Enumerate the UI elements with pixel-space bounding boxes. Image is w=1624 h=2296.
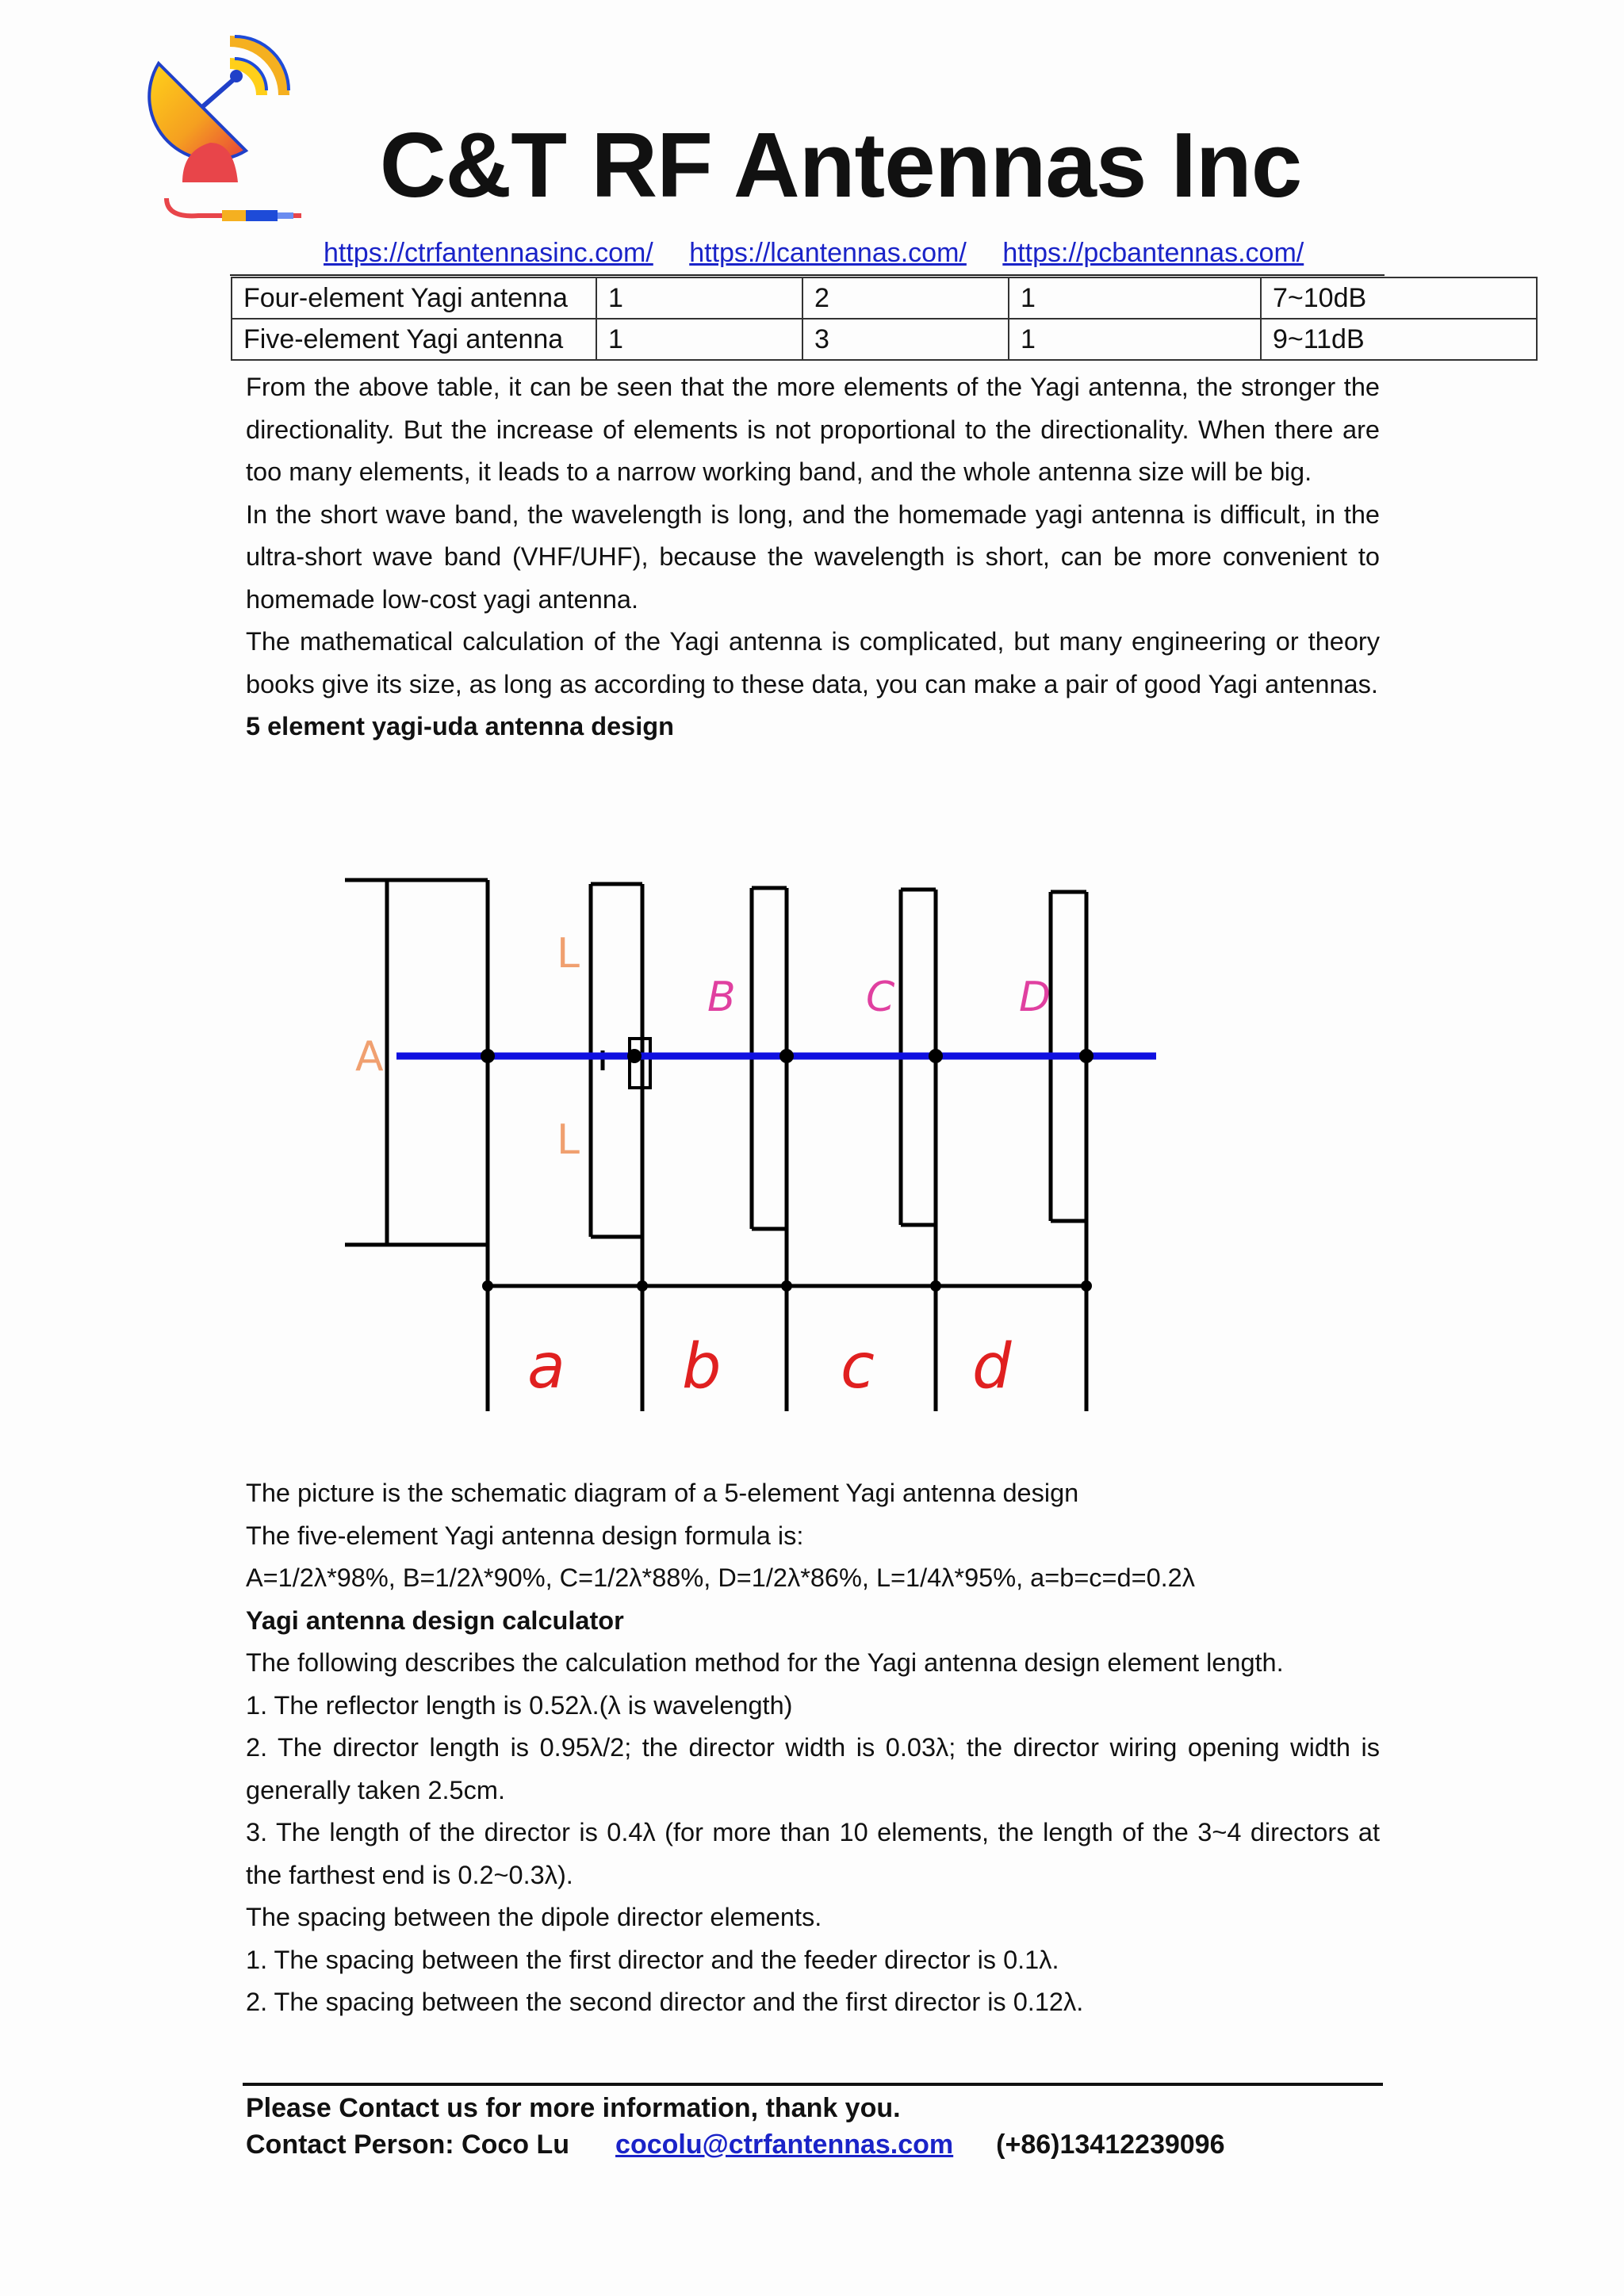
- table-cell: Four-element Yagi antenna: [232, 277, 596, 319]
- label-d: d: [972, 1331, 1012, 1402]
- table-cell: 1: [1009, 319, 1261, 360]
- label-L-bottom: L: [557, 1116, 580, 1164]
- contact-email-link[interactable]: cocolu@ctrfantennas.com: [615, 2130, 954, 2160]
- yagi-schematic-diagram: [317, 840, 1269, 1443]
- label-c: c: [841, 1331, 875, 1402]
- contact-phone: (+86)13412239096: [996, 2130, 1225, 2160]
- label-A: A: [355, 1033, 384, 1081]
- section-heading: Yagi antenna design calculator: [246, 1605, 624, 1635]
- header-links: [324, 238, 1354, 269]
- link-ctrfantennasinc[interactable]: https://ctrfantennasinc.com/: [324, 238, 653, 268]
- company-logo: [135, 32, 333, 230]
- paragraph: In the short wave band, the wavelength is long, and the homemade yagi antenna is difficult, in the ultra-short wave band (VHF/UHF), because the wavelength is short, can be more convenient to homemade low-cost yagi antenna.: [246, 499, 1380, 614]
- header-divider: [230, 274, 1385, 276]
- table-cell: 1: [1009, 277, 1261, 319]
- paragraph: From the above table, it can be seen that the more elements of the Yagi antenna, the stronger the directionality. But the increase of elements is not proportional to the directionality. When there are too many elements, it leads to a narrow working band, and the whole antenna size will be big.: [246, 373, 1380, 486]
- paragraph: 2. The director length is 0.95λ/2; the director width is 0.03λ; the director wiring opening width is generally taken 2.5cm.: [246, 1733, 1380, 1804]
- intro-text: [246, 366, 1380, 748]
- label-C: C: [866, 974, 895, 1021]
- paragraph: The mathematical calculation of the Yagi antenna is complicated, but many engineering or theory books give its size, as long as according to these data, you can make a pair of good Yagi antennas.: [246, 627, 1380, 698]
- table-cell: Five-element Yagi antenna: [232, 319, 596, 360]
- label-b: b: [682, 1331, 722, 1402]
- paragraph: 1. The spacing between the first director and the feeder director is 0.1λ.: [246, 1945, 1059, 1974]
- table-cell: 2: [802, 277, 1009, 319]
- footer: [246, 2090, 1225, 2163]
- label-a: a: [527, 1331, 565, 1402]
- company-name: C&T RF Antennas Inc: [379, 113, 1302, 216]
- paragraph: 1. The reflector length is 0.52λ.(λ is wavelength): [246, 1690, 793, 1720]
- formula: A=1/2λ*98%, B=1/2λ*90%, C=1/2λ*88%, D=1/2λ*86%, L=1/4λ*95%, a=b=c=d=0.2λ: [246, 1563, 1196, 1592]
- table-cell: 3: [802, 319, 1009, 360]
- contact-person: Contact Person: Coco Lu: [246, 2130, 570, 2160]
- paragraph: The picture is the schematic diagram of a 5-element Yagi antenna design: [246, 1479, 1079, 1507]
- paragraph: 3. The length of the director is 0.4λ (for more than 10 elements, the length of the 3~4 directors at the farthest end is 0.2~0.3λ).: [246, 1818, 1380, 1889]
- paragraph: The five-element Yagi antenna design formula is:: [246, 1521, 804, 1550]
- link-lcantennas[interactable]: https://lcantennas.com/: [689, 238, 967, 268]
- link-pcbantennas[interactable]: https://pcbantennas.com/: [1002, 238, 1304, 268]
- section-heading: 5 element yagi-uda antenna design: [246, 712, 674, 740]
- label-L-top: L: [557, 930, 580, 978]
- footer-message: Please Contact us for more information, thank you.: [246, 2093, 901, 2123]
- table-cell: 9~11dB: [1261, 319, 1537, 360]
- design-text: [246, 1472, 1380, 2024]
- footer-contact: [246, 2126, 1225, 2163]
- table-row: [232, 277, 1537, 319]
- table-cell: 1: [596, 319, 802, 360]
- paragraph: The spacing between the dipole director elements.: [246, 1903, 822, 1931]
- paragraph: 2. The spacing between the second director and the first director is 0.12λ.: [246, 1988, 1084, 2016]
- label-D: D: [1019, 974, 1051, 1021]
- label-B: B: [707, 974, 736, 1021]
- table-row: [232, 319, 1537, 360]
- footer-divider: [243, 2083, 1383, 2086]
- table-cell: 7~10dB: [1261, 277, 1537, 319]
- table-cell: 1: [596, 277, 802, 319]
- paragraph: The following describes the calculation method for the Yagi antenna design element length.: [246, 1648, 1284, 1677]
- yagi-elements-table: [231, 277, 1538, 361]
